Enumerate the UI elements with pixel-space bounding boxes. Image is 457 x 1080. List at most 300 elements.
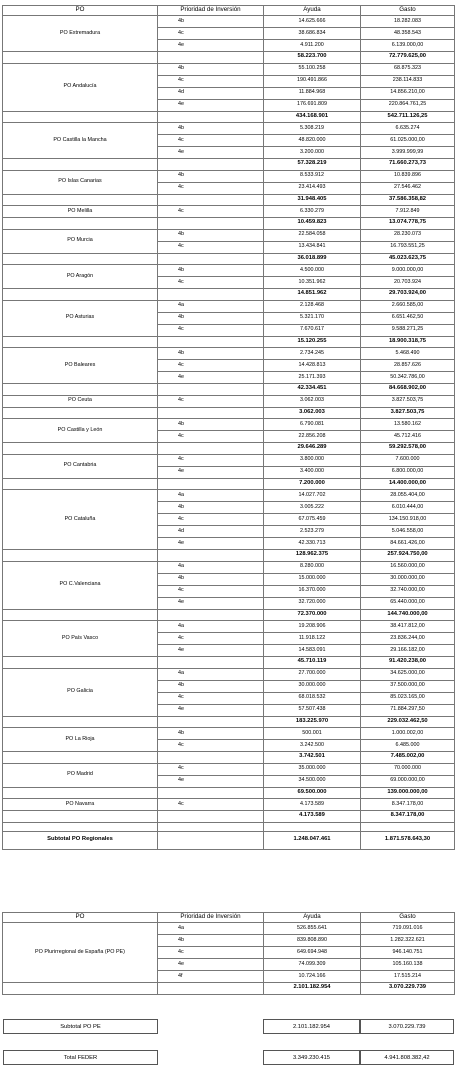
gasto-cell: 10.839.896 [361, 170, 455, 182]
subtotal-empty [158, 983, 264, 995]
subtotal-empty [3, 253, 158, 265]
table-row [3, 170, 455, 182]
gasto-cell: 6.635.274 [361, 123, 455, 135]
ayuda-cell: 13.434.841 [264, 241, 361, 253]
ayuda-cell: 68.018.532 [264, 692, 361, 704]
table-row [3, 63, 455, 75]
gasto-cell: 5.046.558,00 [361, 526, 455, 538]
grand-total-ayuda: 1.248.047.461 [264, 831, 361, 849]
ayuda-cell: 14.583.091 [264, 645, 361, 657]
prioridad-cell: 4c [158, 395, 264, 407]
subtotal-empty [158, 289, 264, 301]
gasto-cell: 16.560.000,00 [361, 561, 455, 573]
prioridad-cell: 4c [158, 277, 264, 289]
subtotal-ayuda: 128.962.375 [264, 550, 361, 562]
ayuda-cell: 32.720.000 [264, 597, 361, 609]
subtotal-row [3, 218, 455, 230]
table-row [3, 621, 455, 633]
ayuda-cell: 3.400.000 [264, 466, 361, 478]
gasto-cell: 6.485.000 [361, 740, 455, 752]
header-prioridad: Prioridad de Inversión [158, 913, 264, 923]
subtotal-gasto: 144.740.000,00 [361, 609, 455, 621]
po-name: PO Plurirregional de España (PO PE) [3, 923, 158, 983]
ayuda-cell: 7.670.617 [264, 324, 361, 336]
total-feder-ayuda: 3.349.230.415 [263, 1050, 360, 1065]
table-row [3, 454, 455, 466]
ayuda-cell: 67.075.459 [264, 514, 361, 526]
subtotal-po-pe-row [2, 1019, 454, 1034]
po-name: PO Navarra [3, 799, 158, 811]
prioridad-cell: 4c [158, 206, 264, 218]
subtotal-ayuda: 15.120.255 [264, 336, 361, 348]
prioridad-cell: 4e [158, 704, 264, 716]
spacer-cell [158, 822, 264, 831]
subtotal-empty [158, 550, 264, 562]
prioridad-cell: 4b [158, 573, 264, 585]
po-name: PO La Rioja [3, 728, 158, 752]
gasto-cell: 50.342.786,00 [361, 372, 455, 384]
table-row [3, 668, 455, 680]
header-ayuda: Ayuda [264, 913, 361, 923]
ayuda-cell: 42.330.713 [264, 538, 361, 550]
gasto-cell: 105.160.138 [361, 959, 455, 971]
grand-total-label: Subtotal PO Regionales [3, 831, 158, 849]
gasto-cell: 18.282.083 [361, 16, 455, 28]
gasto-cell: 9.000.000,00 [361, 265, 455, 277]
subtotal-gasto: 72.779.625,00 [361, 52, 455, 64]
prioridad-cell: 4a [158, 621, 264, 633]
prioridad-cell: 4b [158, 229, 264, 241]
ayuda-cell: 6.790.081 [264, 419, 361, 431]
ayuda-cell: 3.200.000 [264, 147, 361, 159]
ayuda-cell: 55.100.258 [264, 63, 361, 75]
prioridad-cell: 4b [158, 123, 264, 135]
po-name: PO Castilla la Mancha [3, 123, 158, 159]
gasto-cell: 28.230.073 [361, 229, 455, 241]
prioridad-cell: 4a [158, 561, 264, 573]
gasto-cell: 32.740.000,00 [361, 585, 455, 597]
spacer-row [3, 822, 455, 831]
header-row [3, 6, 455, 16]
prioridad-cell: 4e [158, 466, 264, 478]
table-row [3, 728, 455, 740]
ayuda-cell: 35.000.000 [264, 763, 361, 775]
table-row [3, 763, 455, 775]
total-feder-row [2, 1050, 454, 1065]
subtotal-empty [158, 657, 264, 669]
gasto-cell: 85.023.165,00 [361, 692, 455, 704]
ayuda-cell: 10.351.962 [264, 277, 361, 289]
gasto-cell: 1.000.002,00 [361, 728, 455, 740]
prioridad-cell: 4c [158, 947, 264, 959]
subtotal-empty [3, 407, 158, 419]
spacer-cell [3, 822, 158, 831]
prioridad-cell: 4e [158, 775, 264, 787]
ayuda-cell: 2.523.279 [264, 526, 361, 538]
prioridad-cell: 4b [158, 502, 264, 514]
subtotal-gasto: 257.924.750,00 [361, 550, 455, 562]
header-gasto: Gasto [361, 913, 455, 923]
po-name: PO Castilla y León [3, 419, 158, 443]
po-name: PO Melilla [3, 206, 158, 218]
gasto-cell: 65.440.000,00 [361, 597, 455, 609]
gasto-cell: 17.515.214 [361, 971, 455, 983]
gasto-cell: 34.625.000,00 [361, 668, 455, 680]
ayuda-cell: 2.128.468 [264, 300, 361, 312]
subtotal-row [3, 983, 455, 995]
subtotal-ayuda: 57.328.219 [264, 159, 361, 171]
total-feder-gasto: 4.941.808.382,42 [360, 1050, 454, 1065]
subtotal-empty [158, 384, 264, 396]
po-name: PO Asturias [3, 300, 158, 336]
subtotal-ayuda: 31.948.405 [264, 194, 361, 206]
subtotal-gasto: 542.711.126,25 [361, 111, 455, 123]
table-row [3, 16, 455, 28]
prioridad-cell: 4c [158, 360, 264, 372]
prioridad-cell: 4c [158, 75, 264, 87]
prioridad-cell: 4c [158, 241, 264, 253]
po-name: PO Cataluña [3, 490, 158, 550]
ayuda-cell: 22.584.058 [264, 229, 361, 241]
subtotal-gasto: 3.827.503,75 [361, 407, 455, 419]
subtotal-empty [3, 657, 158, 669]
subtotal-empty [158, 111, 264, 123]
gasto-cell: 6.139.000,00 [361, 40, 455, 52]
gasto-cell: 61.025.000,00 [361, 135, 455, 147]
ayuda-cell: 11.884.968 [264, 87, 361, 99]
ayuda-cell: 74.099.309 [264, 959, 361, 971]
prioridad-cell: 4d [158, 87, 264, 99]
gasto-cell: 1.282.322.621 [361, 935, 455, 947]
ayuda-cell: 6.330.279 [264, 206, 361, 218]
prioridad-cell: 4b [158, 63, 264, 75]
prioridad-cell: 4c [158, 799, 264, 811]
subtotal-empty [158, 811, 264, 823]
subtotal-ayuda: 69.500.000 [264, 787, 361, 799]
gasto-cell: 6.800.000,00 [361, 466, 455, 478]
subtotal-gasto: 18.900.318,75 [361, 336, 455, 348]
gasto-cell: 719.091.016 [361, 923, 455, 935]
prioridad-cell: 4e [158, 147, 264, 159]
subtotal-empty [3, 159, 158, 171]
subtotal-row [3, 384, 455, 396]
subtotal-gasto: 7.485.002,00 [361, 752, 455, 764]
prioridad-cell: 4b [158, 265, 264, 277]
prioridad-cell: 4d [158, 526, 264, 538]
ayuda-cell: 14.625.666 [264, 16, 361, 28]
subtotal-empty [158, 407, 264, 419]
po-name: PO Madrid [3, 763, 158, 787]
subtotal-ayuda: 434.168.901 [264, 111, 361, 123]
prioridad-cell: 4c [158, 28, 264, 40]
table-row [3, 348, 455, 360]
subtotal-empty [3, 194, 158, 206]
subtotal-row [3, 716, 455, 728]
table-row [3, 206, 455, 218]
subtotal-gasto: 59.292.578,00 [361, 443, 455, 455]
ayuda-cell: 38.686.834 [264, 28, 361, 40]
prioridad-cell: 4e [158, 538, 264, 550]
subtotal-empty [158, 52, 264, 64]
subtotal-row [3, 111, 455, 123]
table-row [3, 799, 455, 811]
subtotal-empty [3, 111, 158, 123]
subtotal-empty [3, 218, 158, 230]
ayuda-cell: 4.500.000 [264, 265, 361, 277]
prioridad-cell: 4c [158, 182, 264, 194]
subtotal-po-pe-label: Subtotal PO PE [3, 1019, 158, 1034]
ayuda-cell: 57.507.438 [264, 704, 361, 716]
prioridad-cell: 4b [158, 680, 264, 692]
gasto-cell: 16.793.551,25 [361, 241, 455, 253]
ayuda-cell: 19.208.906 [264, 621, 361, 633]
ayuda-cell: 839.808.890 [264, 935, 361, 947]
ayuda-cell: 25.171.393 [264, 372, 361, 384]
subtotal-gasto: 3.070.229.739 [361, 983, 455, 995]
subtotal-empty [158, 218, 264, 230]
header-row [3, 913, 455, 923]
prioridad-cell: 4a [158, 668, 264, 680]
subtotal-gasto: 45.023.623,75 [361, 253, 455, 265]
gasto-cell: 2.660.585,00 [361, 300, 455, 312]
subtotal-empty [158, 194, 264, 206]
table-row [3, 419, 455, 431]
gasto-cell: 238.114.833 [361, 75, 455, 87]
ayuda-cell: 5.308.219 [264, 123, 361, 135]
ayuda-cell: 5.321.170 [264, 312, 361, 324]
ayuda-cell: 48.820.000 [264, 135, 361, 147]
subtotal-gasto: 13.074.778,75 [361, 218, 455, 230]
prioridad-cell: 4b [158, 419, 264, 431]
subtotal-row [3, 336, 455, 348]
subtotal-ayuda: 4.173.589 [264, 811, 361, 823]
header-gasto: Gasto [361, 6, 455, 16]
total-feder-label: Total FEDER [3, 1050, 158, 1065]
ayuda-cell: 11.918.122 [264, 633, 361, 645]
subtotal-row [3, 159, 455, 171]
subtotal-empty [3, 384, 158, 396]
gasto-cell: 23.836.244,00 [361, 633, 455, 645]
pe-po-table [2, 912, 455, 995]
grand-total-gasto: 1.871.578.643,30 [361, 831, 455, 849]
subtotal-row [3, 657, 455, 669]
subtotal-row [3, 478, 455, 490]
ayuda-cell: 3.242.500 [264, 740, 361, 752]
table-row [3, 561, 455, 573]
po-name: PO C.Valenciana [3, 561, 158, 609]
subtotal-empty [3, 716, 158, 728]
prioridad-cell: 4e [158, 959, 264, 971]
gasto-cell: 3.827.503,75 [361, 395, 455, 407]
subtotal-gasto: 14.400.000,00 [361, 478, 455, 490]
gasto-cell: 6.010.444,00 [361, 502, 455, 514]
subtotal-gasto: 71.660.273,73 [361, 159, 455, 171]
subtotal-empty [3, 478, 158, 490]
gasto-cell: 71.884.297,50 [361, 704, 455, 716]
header-po: PO [3, 6, 158, 16]
ayuda-cell: 4.173.589 [264, 799, 361, 811]
prioridad-cell: 4c [158, 454, 264, 466]
gasto-cell: 30.000.000,00 [361, 573, 455, 585]
table-row [3, 923, 455, 935]
prioridad-cell: 4b [158, 312, 264, 324]
subtotal-empty [3, 52, 158, 64]
table-row [3, 300, 455, 312]
gasto-cell: 134.150.918,00 [361, 514, 455, 526]
header-ayuda: Ayuda [264, 6, 361, 16]
gasto-cell: 29.166.182,00 [361, 645, 455, 657]
prioridad-cell: 4b [158, 16, 264, 28]
prioridad-cell: 4b [158, 348, 264, 360]
po-name: PO Ceuta [3, 395, 158, 407]
gasto-cell: 38.417.812,00 [361, 621, 455, 633]
subtotal-empty [158, 253, 264, 265]
subtotal-empty [3, 443, 158, 455]
prioridad-cell: 4c [158, 431, 264, 443]
gasto-cell: 7.912.849 [361, 206, 455, 218]
subtotal-empty [158, 609, 264, 621]
prioridad-cell: 4e [158, 597, 264, 609]
subtotal-empty [158, 752, 264, 764]
prioridad-cell: 4e [158, 645, 264, 657]
po-name: PO Andalucía [3, 63, 158, 111]
ayuda-cell: 27.700.000 [264, 668, 361, 680]
po-name: PO Aragón [3, 265, 158, 289]
table-row [3, 265, 455, 277]
gasto-cell: 68.875.323 [361, 63, 455, 75]
ayuda-cell: 3.062.003 [264, 395, 361, 407]
prioridad-cell: 4e [158, 40, 264, 52]
subtotal-row [3, 443, 455, 455]
ayuda-cell: 4.911.200 [264, 40, 361, 52]
subtotal-row [3, 752, 455, 764]
subtotal-ayuda: 42.334.451 [264, 384, 361, 396]
subtotal-ayuda: 45.710.119 [264, 657, 361, 669]
ayuda-cell: 649.694.948 [264, 947, 361, 959]
prioridad-cell: 4c [158, 585, 264, 597]
subtotal-row [3, 407, 455, 419]
prioridad-cell: 4b [158, 935, 264, 947]
subtotal-gasto: 229.032.462,50 [361, 716, 455, 728]
prioridad-cell: 4c [158, 763, 264, 775]
po-name: PO Baleares [3, 348, 158, 384]
prioridad-cell: 4e [158, 372, 264, 384]
gasto-cell: 6.651.462,50 [361, 312, 455, 324]
subtotal-empty [3, 289, 158, 301]
ayuda-cell: 34.500.000 [264, 775, 361, 787]
subtotal-ayuda: 58.223.700 [264, 52, 361, 64]
gasto-cell: 3.999.999,99 [361, 147, 455, 159]
gasto-cell: 48.358.543 [361, 28, 455, 40]
subtotal-ayuda: 3.742.501 [264, 752, 361, 764]
subtotal-po-pe-ayuda: 2.101.182.954 [263, 1019, 360, 1034]
subtotal-gasto: 8.347.178,00 [361, 811, 455, 823]
subtotal-empty [158, 443, 264, 455]
ayuda-cell: 8.280.000 [264, 561, 361, 573]
prioridad-cell: 4e [158, 99, 264, 111]
subtotal-empty [3, 787, 158, 799]
subtotal-empty [3, 752, 158, 764]
gasto-cell: 5.468.490 [361, 348, 455, 360]
po-name: PO Cantabria [3, 454, 158, 478]
subtotal-row [3, 787, 455, 799]
table-row [3, 395, 455, 407]
spacer-cell [264, 822, 361, 831]
subtotal-row [3, 194, 455, 206]
subtotal-po-pe-gasto: 3.070.229.739 [360, 1019, 454, 1034]
subtotal-empty [158, 478, 264, 490]
ayuda-cell: 22.856.208 [264, 431, 361, 443]
gasto-cell: 69.000.000,00 [361, 775, 455, 787]
subtotal-row [3, 550, 455, 562]
ayuda-cell: 14.428.813 [264, 360, 361, 372]
header-prioridad: Prioridad de Inversión [158, 6, 264, 16]
grand-total-empty [158, 831, 264, 849]
subtotal-gasto: 139.000.000,00 [361, 787, 455, 799]
ayuda-cell: 10.724.166 [264, 971, 361, 983]
prioridad-cell: 4b [158, 170, 264, 182]
prioridad-cell: 4a [158, 490, 264, 502]
subtotal-row [3, 811, 455, 823]
prioridad-cell: 4a [158, 923, 264, 935]
table-row [3, 229, 455, 241]
subtotal-ayuda: 72.370.000 [264, 609, 361, 621]
ayuda-cell: 14.027.702 [264, 490, 361, 502]
ayuda-cell: 3.005.222 [264, 502, 361, 514]
prioridad-cell: 4a [158, 300, 264, 312]
subtotal-row [3, 52, 455, 64]
subtotal-empty [3, 609, 158, 621]
subtotal-empty [3, 983, 158, 995]
subtotal-row [3, 609, 455, 621]
subtotal-row [3, 253, 455, 265]
ayuda-cell: 190.491.866 [264, 75, 361, 87]
ayuda-cell: 526.855.641 [264, 923, 361, 935]
subtotal-ayuda: 3.062.003 [264, 407, 361, 419]
subtotal-gasto: 37.586.358,82 [361, 194, 455, 206]
subtotal-ayuda: 2.101.182.954 [264, 983, 361, 995]
ayuda-cell: 500.001 [264, 728, 361, 740]
subtotal-ayuda: 10.459.823 [264, 218, 361, 230]
table-row [3, 490, 455, 502]
gasto-cell: 20.703.924 [361, 277, 455, 289]
gasto-cell: 9.588.271,25 [361, 324, 455, 336]
prioridad-cell: 4c [158, 692, 264, 704]
gasto-cell: 28.055.404,00 [361, 490, 455, 502]
ayuda-cell: 176.691.809 [264, 99, 361, 111]
gasto-cell: 45.712.416 [361, 431, 455, 443]
gasto-cell: 14.856.210,00 [361, 87, 455, 99]
ayuda-cell: 15.000.000 [264, 573, 361, 585]
gasto-cell: 13.580.162 [361, 419, 455, 431]
subtotal-ayuda: 7.200.000 [264, 478, 361, 490]
prioridad-cell: 4c [158, 514, 264, 526]
header-po: PO [3, 913, 158, 923]
gasto-cell: 84.661.426,00 [361, 538, 455, 550]
ayuda-cell: 2.734.245 [264, 348, 361, 360]
subtotal-empty [158, 336, 264, 348]
subtotal-empty [158, 716, 264, 728]
subtotal-row [3, 289, 455, 301]
gasto-cell: 7.600.000 [361, 454, 455, 466]
ayuda-cell: 16.370.000 [264, 585, 361, 597]
prioridad-cell: 4c [158, 740, 264, 752]
prioridad-cell: 4b [158, 728, 264, 740]
prioridad-cell: 4c [158, 633, 264, 645]
subtotal-gasto: 84.668.902,00 [361, 384, 455, 396]
subtotal-empty [158, 787, 264, 799]
po-name: PO Islas Canarias [3, 170, 158, 194]
